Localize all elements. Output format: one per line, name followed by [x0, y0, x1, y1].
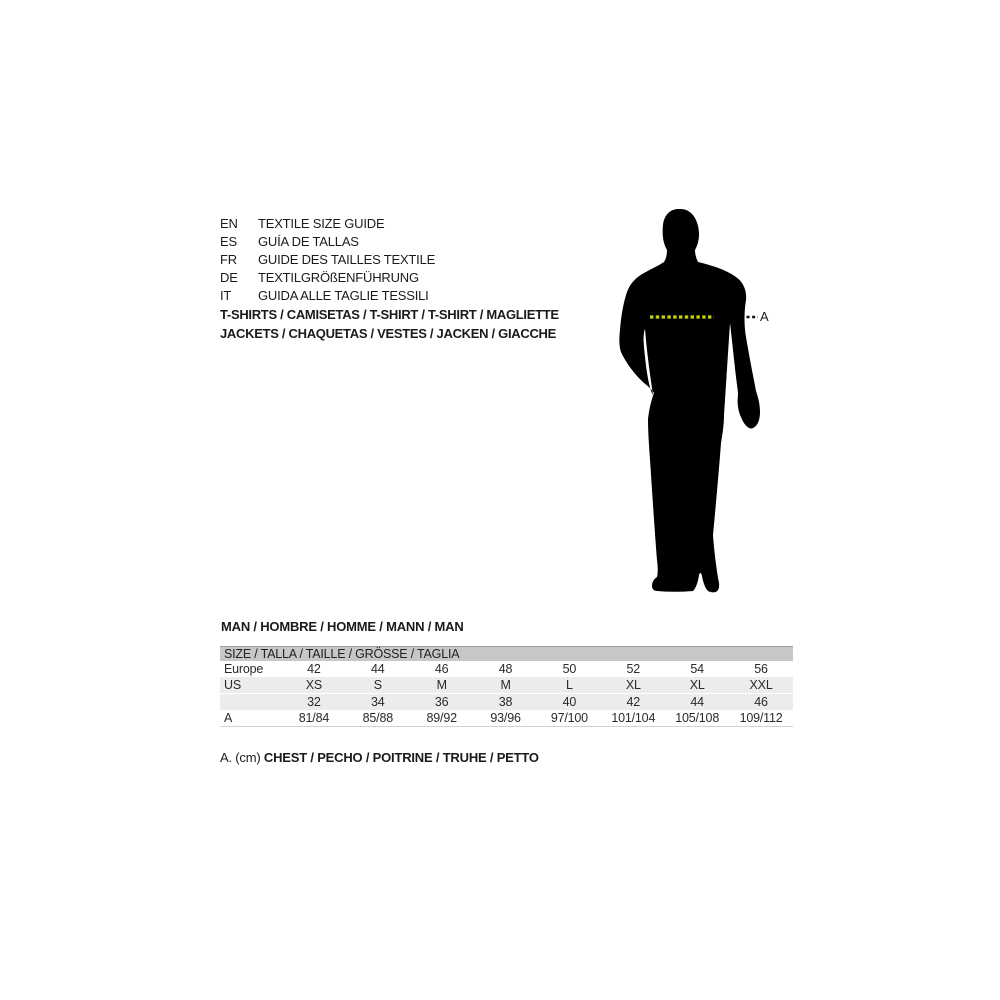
cell: 44: [371, 662, 385, 676]
cell: 105/108: [665, 710, 729, 727]
cell: 50: [562, 662, 577, 676]
language-code: EN: [220, 216, 238, 231]
size-table-header-row: [220, 647, 793, 661]
cell: L: [538, 677, 602, 694]
man-silhouette-figure: [605, 205, 770, 600]
row-label: Europe: [224, 662, 264, 676]
cell: 38: [474, 694, 538, 711]
cell: M: [410, 677, 474, 694]
cell: 42: [601, 694, 665, 711]
cell: 52: [626, 662, 641, 676]
measurement-note-label: CHEST / PECHO / POITRINE / TRUHE / PETTO: [263, 750, 539, 765]
cell: 44: [665, 694, 729, 711]
man-silhouette-svg: [605, 205, 770, 600]
measurement-note-prefix: A. (cm): [220, 750, 261, 765]
cell: M: [474, 677, 538, 694]
cell: 42: [307, 662, 321, 676]
table-row-chest-cm: [220, 710, 793, 727]
cell: XL: [665, 677, 729, 694]
language-row: [220, 287, 435, 305]
garment-type-line: T-SHIRTS / CAMISETAS / T-SHIRT / T-SHIRT / MAGLIETTE: [220, 307, 559, 322]
language-label: TEXTILGRÖßENFÜHRUNG: [258, 270, 419, 285]
cell: 81/84: [282, 710, 346, 727]
cell: 36: [410, 694, 474, 711]
garment-type-line: JACKETS / CHAQUETAS / VESTES / JACKEN / GIACCHE: [220, 325, 556, 341]
language-row: [220, 269, 435, 287]
cell: XXL: [729, 677, 793, 694]
row-label: [220, 694, 282, 711]
cell: 56: [754, 662, 768, 676]
cell: S: [346, 677, 410, 694]
cell: 101/104: [601, 710, 665, 727]
man-silhouette-path: [619, 209, 760, 592]
measure-label-a: A: [760, 309, 769, 324]
language-list: [220, 215, 435, 305]
language-code: DE: [220, 270, 238, 285]
size-table: [220, 647, 793, 727]
cell: 97/100: [538, 710, 602, 727]
table-row-europe: [220, 661, 793, 677]
cell: 48: [498, 662, 513, 676]
cell: XL: [601, 677, 665, 694]
cell: 109/112: [729, 710, 793, 727]
size-table-header: SIZE / TALLA / TAILLE / GRÖSSE / TAGLIA: [220, 647, 793, 661]
cell: 34: [346, 694, 410, 711]
cell: 46: [434, 662, 449, 676]
cell: 32: [282, 694, 346, 711]
garment-types-heading: [220, 306, 559, 343]
language-row: [220, 215, 435, 233]
cell: 40: [538, 694, 602, 711]
cell: 85/88: [346, 710, 410, 727]
language-label: TEXTILE SIZE GUIDE: [258, 216, 385, 231]
cell: 54: [690, 662, 704, 676]
language-label: GUIDE DES TAILLES TEXTILE: [258, 252, 436, 267]
cell: XS: [282, 677, 346, 694]
cell: 93/96: [474, 710, 538, 727]
language-label: GUÍA DE TALLAS: [258, 234, 359, 249]
language-row: [220, 233, 435, 251]
measurement-note: [220, 749, 539, 767]
table-row-us: [220, 677, 793, 694]
language-label: GUIDA ALLE TAGLIE TESSILI: [258, 288, 429, 303]
gender-heading: MAN / HOMBRE / HOMME / MANN / MAN: [221, 619, 464, 634]
row-label: US: [220, 677, 282, 694]
language-code: IT: [220, 288, 232, 303]
cell: 89/92: [410, 710, 474, 727]
language-code: FR: [220, 252, 237, 267]
language-code: ES: [220, 234, 237, 249]
language-row: [220, 251, 435, 269]
table-row-numeric: [220, 694, 793, 711]
row-label: A: [220, 710, 282, 727]
cell: 46: [729, 694, 793, 711]
size-table-wrap: [220, 646, 793, 727]
